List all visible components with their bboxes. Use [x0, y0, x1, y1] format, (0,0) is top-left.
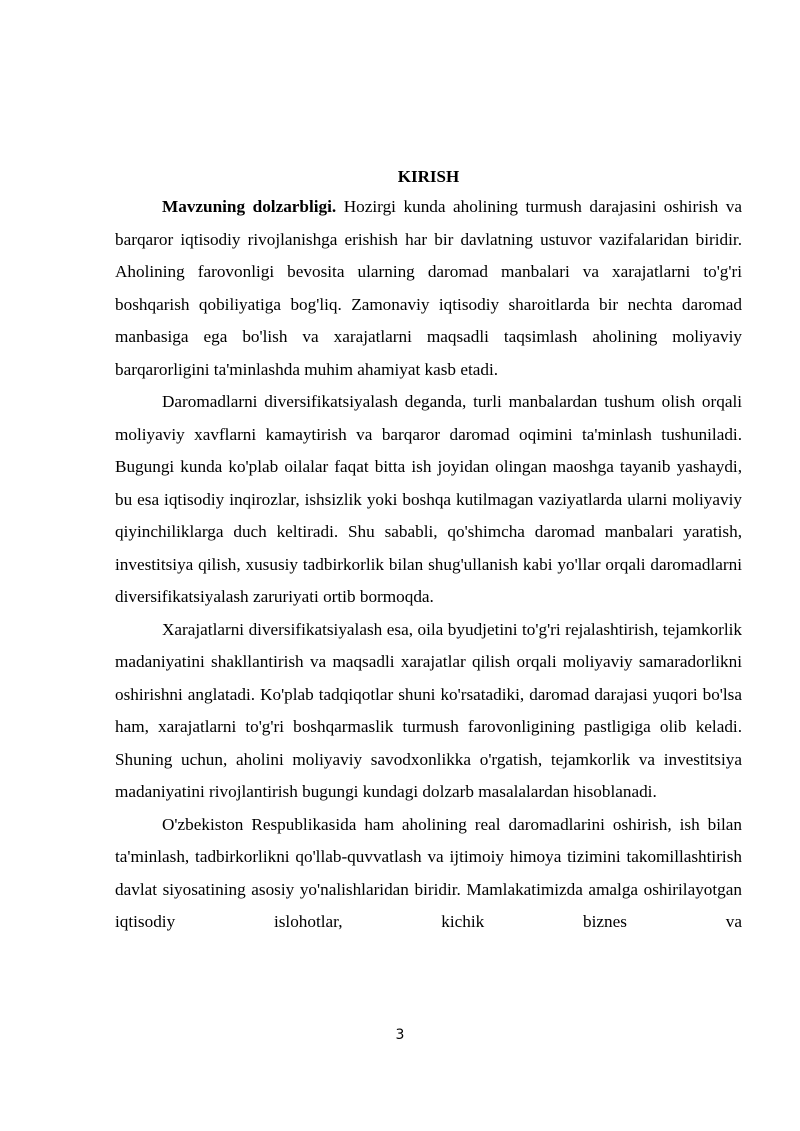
paragraph-relevance	[115, 191, 742, 386]
document-body	[115, 164, 742, 939]
paragraph-income-diversification: Daromadlarni diversifikatsiyalash deganda, turli manbalardan tushum olish orqali moliyaviy xavflarni kamaytirish va barqaror daromad oqimini ta'minlash tushuniladi. Bugungi kunda ko'plab oilalar faqat bitta ish joyidan olingan maoshga tayanib yashaydi, bu esa iqtisodiy inqirozlar, ishsizlik yoki boshqa kutilmagan vaziyatlarda ularni moliyaviy qiyinchiliklarga duch keltiradi. Shu sababli, qo'shimcha daromad manbalari yaratish, investitsiya qilish, xususiy tadbirkorlik bilan shug'ullanish kabi yo'llar orqali daromadlarni diversifikatsiyalash zaruriyati ortib bormoqda.	[115, 392, 742, 606]
paragraph-text: Hozirgi kunda aholining turmush darajasini oshirish va barqaror iqtisodiy rivojlanishga erishish har bir davlatning ustuvor vazifalaridan biridir. Aholining farovonligi bevosita ularning daromad manbalari va xarajatlarni to'g'ri boshqarish qobiliyatiga bog'liq. Zamonaviy iqtisodiy sharoitlarda bir nechta daromad manbasiga ega bo'lish va xarajatlarni maqsadli taqsimlash aholining moliyaviy barqarorligini ta'minlashda muhim ahamiyat kasb etadi.	[115, 197, 742, 379]
page-number: 3	[395, 1027, 405, 1043]
paragraph-lead-bold: Mavzuning dolzarbligi.	[162, 197, 337, 216]
section-heading: KIRISH	[397, 167, 460, 186]
paragraph-expense-diversification: Xarajatlarni diversifikatsiyalash esa, oila byudjetini to'g'ri rejalashtirish, tejamkorlik madaniyatini shakllantirish va maqsadli xarajatlar qilish orqali moliyaviy samaradorlikni oshirishni anglatadi. Ko'plab tadqiqotlar shuni ko'rsatadiki, daromad darajasi yuqori bo'lsa ham, xarajatlarni to'g'ri boshqarmaslik turmush farovonligining pastligiga olib keladi. Shuning uchun, aholini moliyaviy savodxonlikka o'rgatish, tejamkorlik va investitsiya madaniyatini rivojlantirish bugungi kundagi dolzarb masalalardan hisoblanadi.	[115, 619, 742, 801]
paragraph-uzbekistan: O'zbekiston Respublikasida ham aholining real daromadlarini oshirish, ish bilan ta'minlash, tadbirkorlikni qo'llab-quvvatlash va ijtimoiy himoya tizimini takomillashtirish davlat siyosatining asosiy yo'nalishlaridan biridir. Mamlakatimizda amalga oshirilayotgan iqtisodiy islohotlar, kichik biznes va	[115, 814, 742, 931]
